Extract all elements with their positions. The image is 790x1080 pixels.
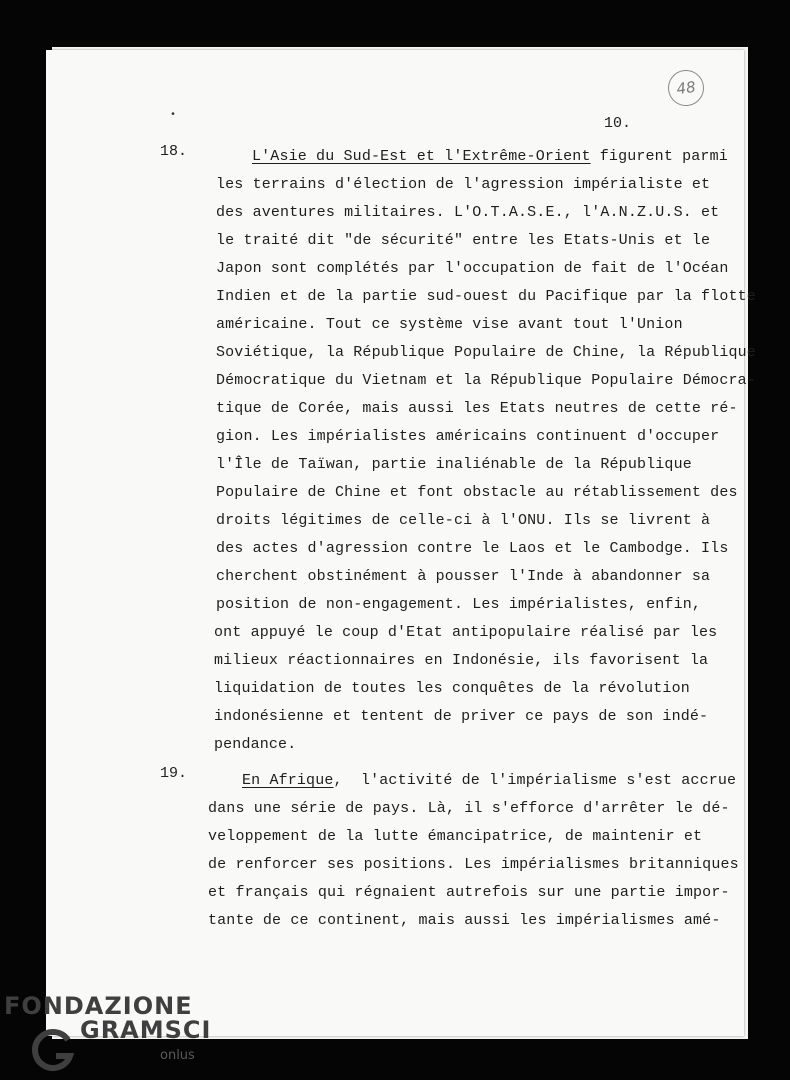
text-line: Indien et de la partie sud-ouest du Pacifique par la flotte [216,288,756,305]
text-line: milieux réactionnaires en Indonésie, ils favorisent la [214,652,709,669]
text-line: des aventures militaires. L'O.T.A.S.E., l'A.N.Z.U.S. et [216,204,720,221]
section-heading-africa [242,772,736,789]
ink-mark: • [170,110,177,121]
text-line: droits légitimes de celle-ci à l'ONU. Ils se livrent à [216,512,711,529]
heading-text: En Afrique [242,772,334,789]
text-line: dans une série de pays. Là, il s'efforce d'arrêter le dé- [208,800,730,817]
folio-stamp: 48 [666,68,707,109]
text-line: Populaire de Chine et font obstacle au rétablissement des [216,484,738,501]
text-line: figurent parmi [590,148,728,165]
text-line: gion. Les impérialistes américains continuent d'occuper [216,428,720,445]
page-number: 10. [604,115,632,132]
text-line: et français qui régnaient autrefois sur une partie impor- [208,884,730,901]
text-line: tante de ce continent, mais aussi les impérialismes amé- [208,912,721,929]
text-line: cherchent obstinément à pousser l'Inde à abandonner sa [216,568,711,585]
heading-text: L'Asie du Sud-Est et l'Extrême-Orient [252,148,591,165]
text-line: l'Île de Taïwan, partie inaliénable de la République [216,456,692,473]
watermark-line-1: FONDAZIONE [4,992,193,1020]
text-line: Soviétique, la République Populaire de Chine, la République [216,344,756,361]
text-line: veloppement de la lutte émancipatrice, de maintenir et [208,828,703,845]
text-line: des actes d'agression contre le Laos et le Cambodge. Ils [216,540,729,557]
text-line: position de non-engagement. Les impérialistes, enfin, [216,596,702,613]
text-line: le traité dit "de sécurité" entre les Etats-Unis et le [216,232,711,249]
text-line: les terrains d'élection de l'agression impérialiste et [216,176,711,193]
text-line: indonésienne et tentent de priver ce pays de son indé- [214,708,709,725]
paragraph-number-18: 18. [160,143,188,160]
watermark-logo-icon [30,1026,78,1074]
text-line: liquidation de toutes les conquêtes de la révolution [214,680,690,697]
text-line: pendance. [214,736,297,753]
text-line: américaine. Tout ce système vise avant tout l'Union [216,316,683,333]
text-line: , l'activité de l'impérialisme s'est accrue [333,772,737,789]
watermark-line-2: GRAMSCI [80,1016,212,1044]
text-line: tique de Corée, mais aussi les Etats neutres de cette ré- [216,400,738,417]
paragraph-number-19: 19. [160,765,188,782]
section-heading-asia [252,148,728,165]
text-line: Démocratique du Vietnam et la République Populaire Démocra- [216,372,756,389]
text-line: Japon sont complétés par l'occupation de fait de l'Océan [216,260,729,277]
text-line: ont appuyé le coup d'Etat antipopulaire réalisé par les [214,624,718,641]
watermark-line-3: onlus [160,1048,195,1063]
text-line: de renforcer ses positions. Les impérialismes britanniques [208,856,739,873]
